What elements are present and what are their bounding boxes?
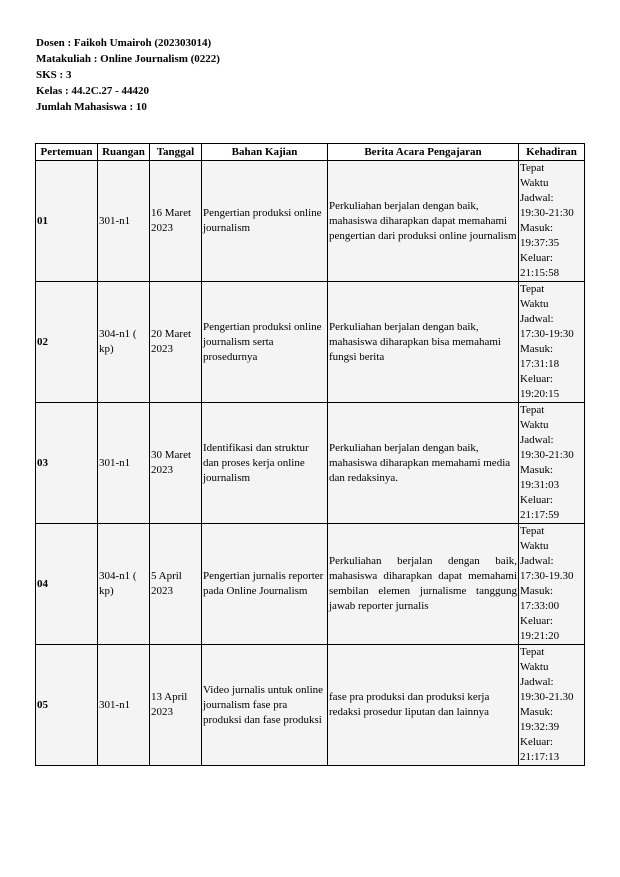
table-header-row	[36, 144, 585, 161]
ruangan-cell: 304-n1 ( kp)	[98, 524, 150, 645]
kehadiran-line: Jadwal:	[520, 434, 554, 446]
ruangan-cell: 301-n1	[98, 161, 150, 282]
kehadiran-line: 21:15:58	[520, 267, 560, 279]
column-header-pertemuan: Pertemuan	[36, 144, 98, 161]
kehadiran-cell	[519, 524, 585, 645]
table-row	[36, 161, 585, 282]
kehadiran-line: Waktu	[520, 298, 549, 310]
kehadiran-line: Waktu	[520, 419, 549, 431]
kehadiran-line: Tepat	[520, 162, 545, 174]
kehadiran-line: Jadwal:	[520, 555, 554, 567]
berita-acara-cell: Perkuliahan berjalan dengan baik, mahasiswa diharapkan memahami media dan redaksinya.	[328, 403, 519, 524]
kehadiran-line: 17:30-19:30	[520, 328, 574, 340]
kehadiran-line: 19:30-21:30	[520, 207, 574, 219]
pertemuan-cell: 04	[36, 524, 98, 645]
kehadiran-line: Keluar:	[520, 615, 553, 627]
kehadiran-line: 19:37:35	[520, 237, 560, 249]
kehadiran-line: Keluar:	[520, 373, 553, 385]
berita-acara-cell: Perkuliahan berjalan dengan baik, mahasiswa diharapkan dapat memahami pengertian dari produksi online journalism	[328, 161, 519, 282]
kehadiran-line: 21:17:59	[520, 509, 560, 521]
pertemuan-cell: 03	[36, 403, 98, 524]
berita-acara-cell: Perkuliahan berjalan dengan baik, mahasiswa diharapkan dapat memahami sembilan elemen jurnalisme tanggung jawab reporter jurnalis	[328, 524, 519, 645]
ruangan-cell: 304-n1 ( kp)	[98, 282, 150, 403]
tanggal-cell: 13 April 2023	[150, 645, 202, 766]
student-count-line: Jumlah Mahasiswa : 10	[36, 101, 147, 113]
kehadiran-line: Tepat	[520, 646, 545, 658]
kehadiran-line: Waktu	[520, 177, 549, 189]
kehadiran-line: Masuk:	[520, 464, 553, 476]
credits-line: SKS : 3	[36, 69, 72, 81]
kehadiran-line: 19:32:39	[520, 721, 560, 733]
kehadiran-line: Jadwal:	[520, 192, 554, 204]
kehadiran-line: Tepat	[520, 525, 545, 537]
course-line: Matakuliah : Online Journalism (0222)	[36, 53, 220, 65]
tanggal-cell: 16 Maret 2023	[150, 161, 202, 282]
table-row	[36, 403, 585, 524]
column-header-bahan-kajian: Bahan Kajian	[202, 144, 328, 161]
ruangan-cell: 301-n1	[98, 645, 150, 766]
table-row	[36, 645, 585, 766]
kehadiran-line: Masuk:	[520, 222, 553, 234]
kehadiran-cell	[519, 282, 585, 403]
kehadiran-cell	[519, 403, 585, 524]
kehadiran-line: Jadwal:	[520, 676, 554, 688]
kehadiran-line: Masuk:	[520, 585, 553, 597]
kehadiran-line: 17:31:18	[520, 358, 560, 370]
table-body	[36, 161, 585, 766]
berita-acara-cell: Perkuliahan berjalan dengan baik, mahasiswa diharapkan bisa memahami fungsi berita	[328, 282, 519, 403]
pertemuan-cell: 02	[36, 282, 98, 403]
class-line: Kelas : 44.2C.27 - 44420	[36, 85, 150, 97]
table-row	[36, 524, 585, 645]
kehadiran-line: Tepat	[520, 283, 545, 295]
column-header-tanggal: Tanggal	[150, 144, 202, 161]
bahan-kajian-cell: Video jurnalis untuk online journalism fase pra produksi dan fase produksi	[202, 645, 328, 766]
teaching-journal-table	[35, 143, 585, 766]
kehadiran-line: Jadwal:	[520, 313, 554, 325]
kehadiran-line: Tepat	[520, 404, 545, 416]
kehadiran-cell	[519, 161, 585, 282]
bahan-kajian-cell: Pengertian produksi online journalism serta prosedurnya	[202, 282, 328, 403]
pertemuan-cell: 01	[36, 161, 98, 282]
tanggal-cell: 20 Maret 2023	[150, 282, 202, 403]
bahan-kajian-cell: Pengertian produksi online journalism	[202, 161, 328, 282]
bahan-kajian-cell: Pengertian jurnalis reporter pada Online Journalism	[202, 524, 328, 645]
kehadiran-cell	[519, 645, 585, 766]
kehadiran-line: 21:17:13	[520, 751, 560, 763]
document-header	[36, 35, 220, 115]
kehadiran-line: 19:20:15	[520, 388, 560, 400]
kehadiran-line: 19:30-21:30	[520, 449, 574, 461]
kehadiran-line: Masuk:	[520, 343, 553, 355]
kehadiran-line: 19:31:03	[520, 479, 560, 491]
kehadiran-line: 19:30-21.30	[520, 691, 574, 703]
kehadiran-line: 19:21:20	[520, 630, 560, 642]
kehadiran-line: Waktu	[520, 661, 549, 673]
kehadiran-line: Waktu	[520, 540, 549, 552]
lecturer-line: Dosen : Faikoh Umairoh (202303014)	[36, 37, 212, 49]
kehadiran-line: Keluar:	[520, 252, 553, 264]
ruangan-cell: 301-n1	[98, 403, 150, 524]
pertemuan-cell: 05	[36, 645, 98, 766]
kehadiran-line: Masuk:	[520, 706, 553, 718]
bahan-kajian-cell: Identifikasi dan struktur dan proses kerja online journalism	[202, 403, 328, 524]
kehadiran-line: Keluar:	[520, 494, 553, 506]
berita-acara-cell: fase pra produksi dan produksi kerja redaksi prosedur liputan dan lainnya	[328, 645, 519, 766]
column-header-ruangan: Ruangan	[98, 144, 150, 161]
column-header-kehadiran: Kehadiran	[519, 144, 585, 161]
kehadiran-line: 17:30-19.30	[520, 570, 574, 582]
kehadiran-line: 17:33:00	[520, 600, 560, 612]
kehadiran-line: Keluar:	[520, 736, 553, 748]
tanggal-cell: 5 April 2023	[150, 524, 202, 645]
table-row	[36, 282, 585, 403]
column-header-berita-acara: Berita Acara Pengajaran	[328, 144, 519, 161]
tanggal-cell: 30 Maret 2023	[150, 403, 202, 524]
